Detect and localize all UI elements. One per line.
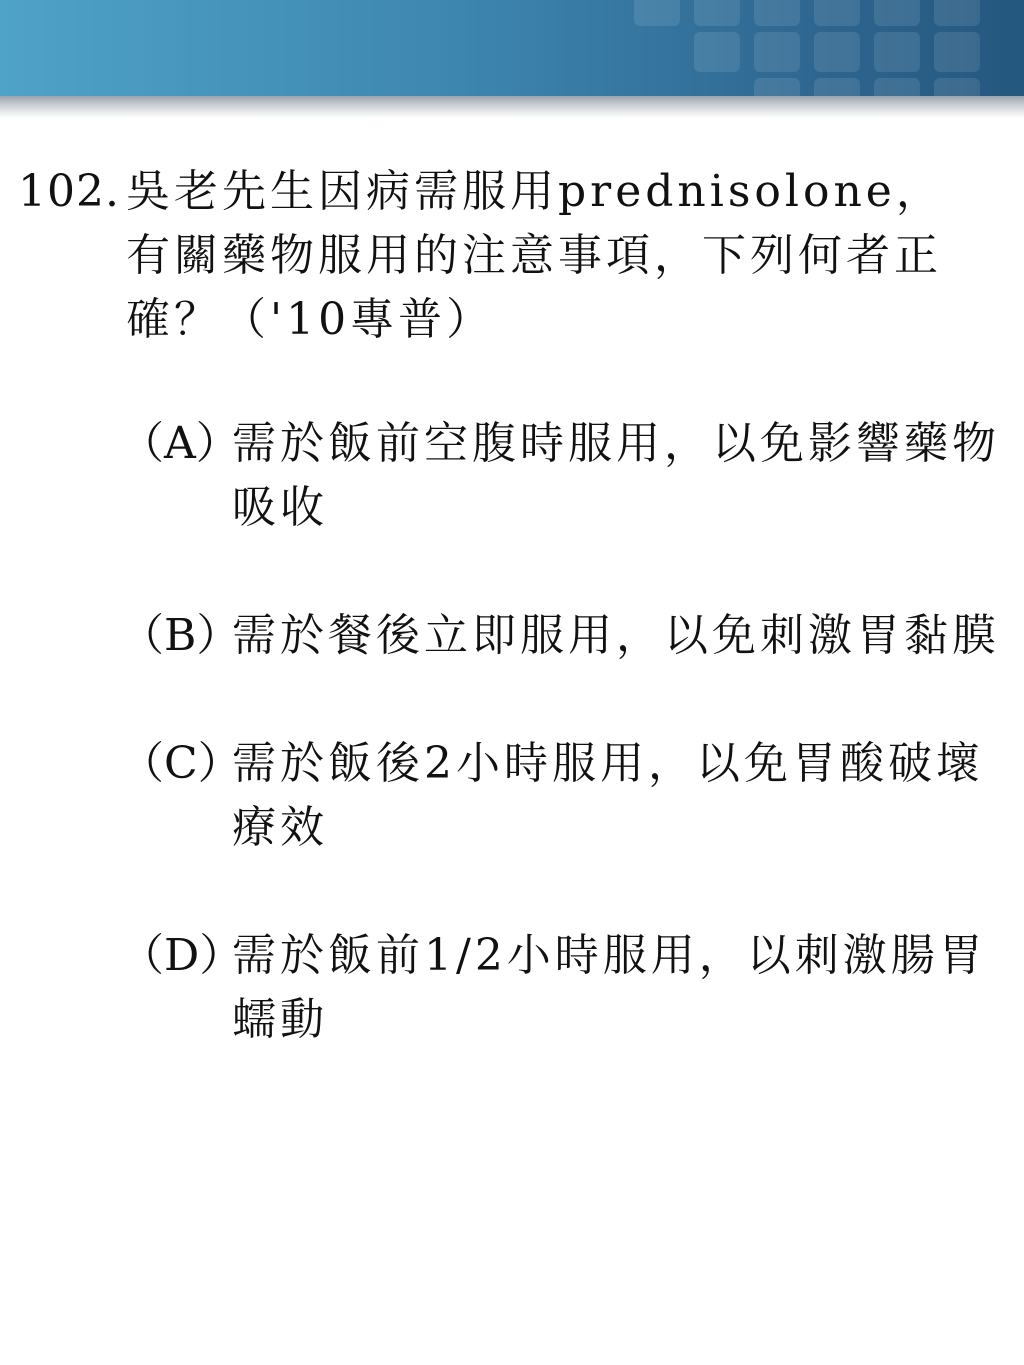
option-a [120,412,1010,540]
question-row [18,160,1008,352]
banner-shadow-rule [0,96,1024,118]
banner-tile [934,0,980,26]
banner-tile [874,78,920,96]
option-key: （D） [120,930,244,981]
banner-tile [874,0,920,26]
question-block [18,160,1008,352]
banner-tile [694,32,740,72]
banner-tile [934,32,980,72]
option-key: （B） [120,610,241,661]
option-d [120,924,1010,1052]
banner-tile [814,32,860,72]
banner-tile-pattern [604,0,1024,96]
option-text: 需於飯前空腹時服用，以免影響藥物吸收 [232,418,1000,533]
banner-tile [754,32,800,72]
option-c [120,732,1010,860]
banner-tile [874,32,920,72]
option-key: （C） [120,738,242,789]
banner-tile [634,0,680,26]
banner-tile [814,0,860,26]
option-text: 需於飯後2小時服用，以免胃酸破壞療效 [232,738,984,853]
options-list [120,412,1010,1116]
banner-tile [694,0,740,26]
question-number: 102. [18,166,120,217]
option-text: 需於餐後立即服用，以免刺激胃黏膜 [232,610,1000,661]
banner-tile [754,0,800,26]
banner-tile [934,78,980,96]
option-text: 需於飯前1/2小時服用，以刺激腸胃蠕動 [232,930,987,1045]
option-b [120,604,1010,668]
banner-tile [814,78,860,96]
header-banner [0,0,1024,96]
banner-tile [754,78,800,96]
question-text: 吳老先生因病需服用prednisolone，有關藥物服用的注意事項，下列何者正確？（'10專普） [126,166,944,345]
option-key: （A） [120,418,240,469]
